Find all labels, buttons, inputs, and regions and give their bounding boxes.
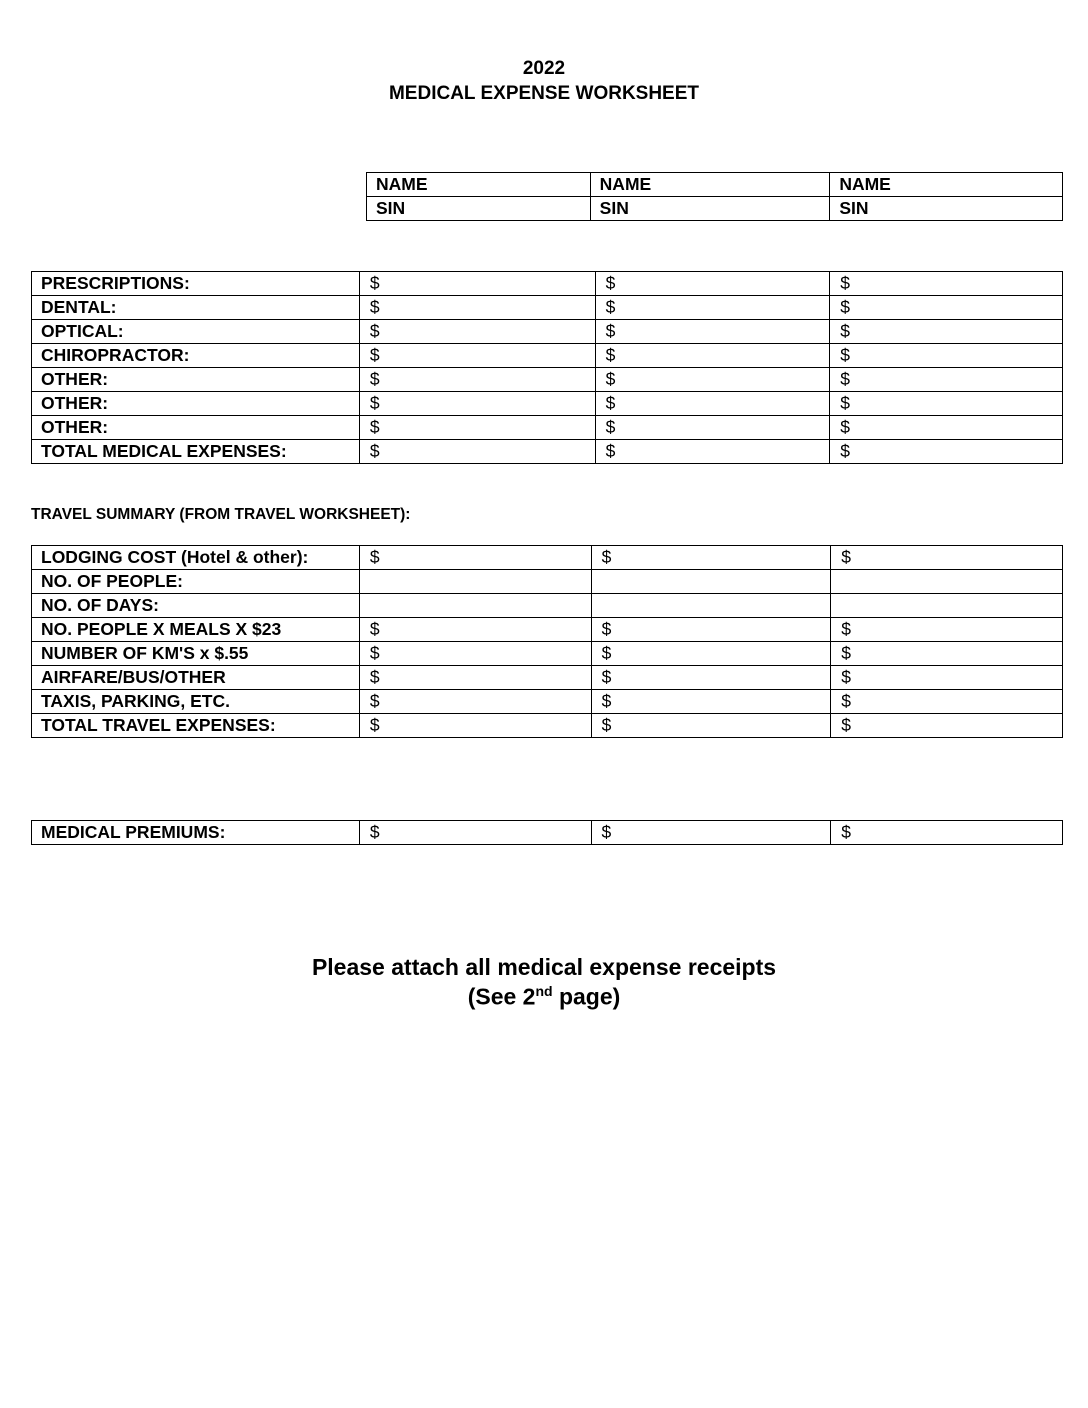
medical-amount-3[interactable]: $: [830, 296, 1063, 320]
premiums-amount-1[interactable]: $: [359, 821, 591, 845]
medical-amount-3[interactable]: $: [830, 344, 1063, 368]
premiums-amount-3[interactable]: $: [831, 821, 1063, 845]
medical-amount-1[interactable]: $: [359, 416, 595, 440]
medical-amount-2[interactable]: $: [595, 296, 830, 320]
medical-amount-2[interactable]: $: [595, 440, 830, 464]
premiums-label: MEDICAL PREMIUMS:: [32, 821, 360, 845]
name-field-2[interactable]: NAME: [590, 173, 830, 197]
medical-amount-3[interactable]: $: [830, 440, 1063, 464]
medical-expenses-table: [31, 271, 1063, 464]
receipts-instruction: Please attach all medical expense receipts: [311, 954, 777, 980]
travel-row-label: NUMBER OF KM'S x $.55: [32, 642, 360, 666]
travel-row-label: NO. OF DAYS:: [32, 594, 360, 618]
worksheet-year: 2022: [522, 58, 566, 79]
travel-amount-1[interactable]: $: [359, 546, 591, 570]
travel-row-label: TOTAL TRAVEL EXPENSES:: [32, 714, 360, 738]
medical-amount-1[interactable]: $: [359, 320, 595, 344]
medical-row: [32, 440, 1063, 464]
travel-amount-2[interactable]: $: [591, 546, 831, 570]
travel-amount-2[interactable]: $: [591, 690, 831, 714]
medical-amount-2[interactable]: $: [595, 368, 830, 392]
sin-field-1[interactable]: SIN: [367, 197, 591, 221]
travel-row-label: NO. OF PEOPLE:: [32, 570, 360, 594]
travel-amount-3[interactable]: $: [831, 714, 1063, 738]
travel-amount-3[interactable]: $: [831, 642, 1063, 666]
medical-row-label: OTHER:: [32, 392, 360, 416]
medical-row-label: TOTAL MEDICAL EXPENSES:: [32, 440, 360, 464]
travel-row: [32, 642, 1063, 666]
name-row: [367, 173, 1063, 197]
sin-field-3[interactable]: SIN: [830, 197, 1063, 221]
medical-amount-3[interactable]: $: [830, 392, 1063, 416]
medical-amount-2[interactable]: $: [595, 344, 830, 368]
travel-amount-1[interactable]: [359, 594, 591, 618]
sin-row: [367, 197, 1063, 221]
medical-amount-1[interactable]: $: [359, 344, 595, 368]
travel-amount-2[interactable]: $: [591, 642, 831, 666]
name-field-3[interactable]: NAME: [830, 173, 1063, 197]
travel-amount-3[interactable]: [831, 594, 1063, 618]
travel-amount-1[interactable]: [359, 570, 591, 594]
travel-amount-1[interactable]: $: [359, 690, 591, 714]
travel-row: [32, 690, 1063, 714]
medical-amount-1[interactable]: $: [359, 392, 595, 416]
travel-summary-table: [31, 545, 1063, 738]
medical-row-label: OTHER:: [32, 368, 360, 392]
premiums-amount-2[interactable]: $: [591, 821, 831, 845]
travel-row: [32, 594, 1063, 618]
medical-row-label: CHIROPRACTOR:: [32, 344, 360, 368]
sin-field-2[interactable]: SIN: [590, 197, 830, 221]
travel-summary-heading: TRAVEL SUMMARY (FROM TRAVEL WORKSHEET):: [31, 506, 411, 523]
medical-amount-2[interactable]: $: [595, 416, 830, 440]
medical-row: [32, 272, 1063, 296]
travel-amount-3[interactable]: [831, 570, 1063, 594]
travel-row: [32, 618, 1063, 642]
medical-amount-2[interactable]: $: [595, 272, 830, 296]
medical-premiums-table: [31, 820, 1063, 845]
medical-amount-3[interactable]: $: [830, 368, 1063, 392]
medical-amount-1[interactable]: $: [359, 296, 595, 320]
name-field-1[interactable]: NAME: [367, 173, 591, 197]
medical-amount-1[interactable]: $: [359, 272, 595, 296]
see-page-prefix: (See 2: [467, 983, 536, 1010]
medical-amount-1[interactable]: $: [359, 368, 595, 392]
medical-row: [32, 296, 1063, 320]
medical-amount-2[interactable]: $: [595, 392, 830, 416]
travel-amount-1[interactable]: $: [359, 714, 591, 738]
medical-row: [32, 320, 1063, 344]
medical-row-label: OPTICAL:: [32, 320, 360, 344]
medical-row-label: PRESCRIPTIONS:: [32, 272, 360, 296]
medical-amount-2[interactable]: $: [595, 320, 830, 344]
travel-amount-3[interactable]: $: [831, 546, 1063, 570]
travel-amount-3[interactable]: $: [831, 666, 1063, 690]
travel-row-label: LODGING COST (Hotel & other):: [32, 546, 360, 570]
travel-amount-2[interactable]: $: [591, 618, 831, 642]
travel-amount-2[interactable]: [591, 594, 831, 618]
medical-row: [32, 368, 1063, 392]
travel-row-label: AIRFARE/BUS/OTHER: [32, 666, 360, 690]
travel-row: [32, 546, 1063, 570]
medical-amount-1[interactable]: $: [359, 440, 595, 464]
medical-row-label: OTHER:: [32, 416, 360, 440]
medical-amount-3[interactable]: $: [830, 272, 1063, 296]
worksheet-title: MEDICAL EXPENSE WORKSHEET: [388, 83, 700, 104]
travel-amount-1[interactable]: $: [359, 666, 591, 690]
medical-amount-3[interactable]: $: [830, 416, 1063, 440]
taxpayer-identity-table: [366, 172, 1063, 221]
premiums-row: [32, 821, 1063, 845]
medical-row: [32, 416, 1063, 440]
travel-amount-1[interactable]: $: [359, 642, 591, 666]
travel-row-label: NO. PEOPLE X MEALS X $23: [32, 618, 360, 642]
medical-row: [32, 344, 1063, 368]
medical-row: [32, 392, 1063, 416]
ordinal-suffix: nd: [535, 983, 553, 999]
travel-amount-2[interactable]: $: [591, 714, 831, 738]
travel-row: [32, 666, 1063, 690]
travel-amount-1[interactable]: $: [359, 618, 591, 642]
travel-amount-2[interactable]: [591, 570, 831, 594]
travel-row-label: TAXIS, PARKING, ETC.: [32, 690, 360, 714]
travel-amount-3[interactable]: $: [831, 690, 1063, 714]
medical-amount-3[interactable]: $: [830, 320, 1063, 344]
travel-row: [32, 714, 1063, 738]
travel-amount-2[interactable]: $: [591, 666, 831, 690]
see-page-suffix: page): [552, 983, 621, 1010]
medical-row-label: DENTAL:: [32, 296, 360, 320]
travel-amount-3[interactable]: $: [831, 618, 1063, 642]
see-second-page-note: [0, 983, 1088, 1011]
travel-row: [32, 570, 1063, 594]
